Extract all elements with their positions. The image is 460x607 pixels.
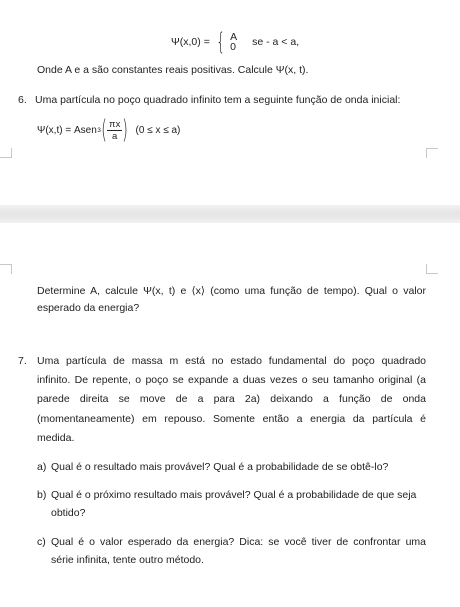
q6-continuation-line: esperado da energia? bbox=[37, 302, 140, 314]
formula-cases bbox=[230, 32, 237, 52]
q7-text-line: infinito. De repente, o poço se expande a duas vezes o seu tamanho original (a bbox=[37, 374, 426, 386]
wf-exponent: 3 bbox=[97, 126, 101, 134]
right-paren: ) bbox=[122, 115, 129, 145]
q7-text-line: parede direita se move de a para 2a) deixando a função de onda bbox=[37, 393, 426, 405]
formula-condition: se - a < a, bbox=[252, 36, 300, 48]
formula-lhs: Ψ(x,0) = bbox=[171, 36, 210, 48]
item-text-a: Qual é o resultado mais provável? Qual é a probabilidade de se obtê-lo? bbox=[51, 461, 389, 473]
page-corner-mark bbox=[426, 148, 438, 158]
q7-number: 7. bbox=[18, 355, 27, 367]
q5-tail-text: Onde A e a são constantes reais positivas. Calcule Ψ(x, t). bbox=[37, 64, 309, 76]
item-label-a: a) bbox=[37, 461, 47, 473]
q7-text-line: (momentaneamente) em repouso. Somente então a energia da partícula é bbox=[37, 413, 426, 425]
wf-denominator: a bbox=[112, 130, 118, 142]
q6-continuation-line: Determine A, calcule Ψ(x, t) e ⟨x⟩ (como uma função de tempo). Qual o valor bbox=[37, 285, 426, 297]
page-corner-mark bbox=[426, 264, 438, 274]
case-bottom: 0 bbox=[230, 41, 236, 53]
page-corner-mark bbox=[0, 264, 12, 274]
item-text-c: série infinita, tente outro método. bbox=[51, 554, 204, 566]
q7-text-line: Uma partícula de massa m está no estado fundamental do poço quadrado bbox=[37, 355, 426, 367]
left-paren: ( bbox=[101, 115, 107, 145]
item-text-b: obtido? bbox=[51, 507, 86, 519]
wavefunction-formula bbox=[37, 117, 180, 143]
q7-text-line: medida. bbox=[37, 432, 75, 444]
wf-domain: (0 ≤ x ≤ a) bbox=[135, 124, 181, 136]
page-corner-mark bbox=[0, 148, 12, 158]
q6-text: Uma partícula no poço quadrado infinito tem a seguinte função de onda inicial: bbox=[35, 94, 401, 106]
page-break-gap bbox=[0, 205, 460, 223]
case-top: A bbox=[230, 31, 238, 43]
wf-lhs: Ψ(x,t) = Asen bbox=[37, 124, 97, 136]
piecewise-formula bbox=[171, 30, 299, 54]
left-brace: { bbox=[216, 28, 225, 56]
wf-numerator: πx bbox=[109, 118, 121, 130]
item-text-c: Qual é o valor esperado da energia? Dica: se você tiver de confrontar uma bbox=[51, 536, 426, 548]
item-label-c: c) bbox=[37, 536, 46, 548]
item-label-b: b) bbox=[37, 489, 47, 501]
q6-number: 6. bbox=[18, 94, 27, 106]
item-text-b: Qual é o próximo resultado mais provável? Qual é a probabilidade de que seja bbox=[51, 489, 417, 501]
wf-fraction bbox=[107, 119, 122, 142]
